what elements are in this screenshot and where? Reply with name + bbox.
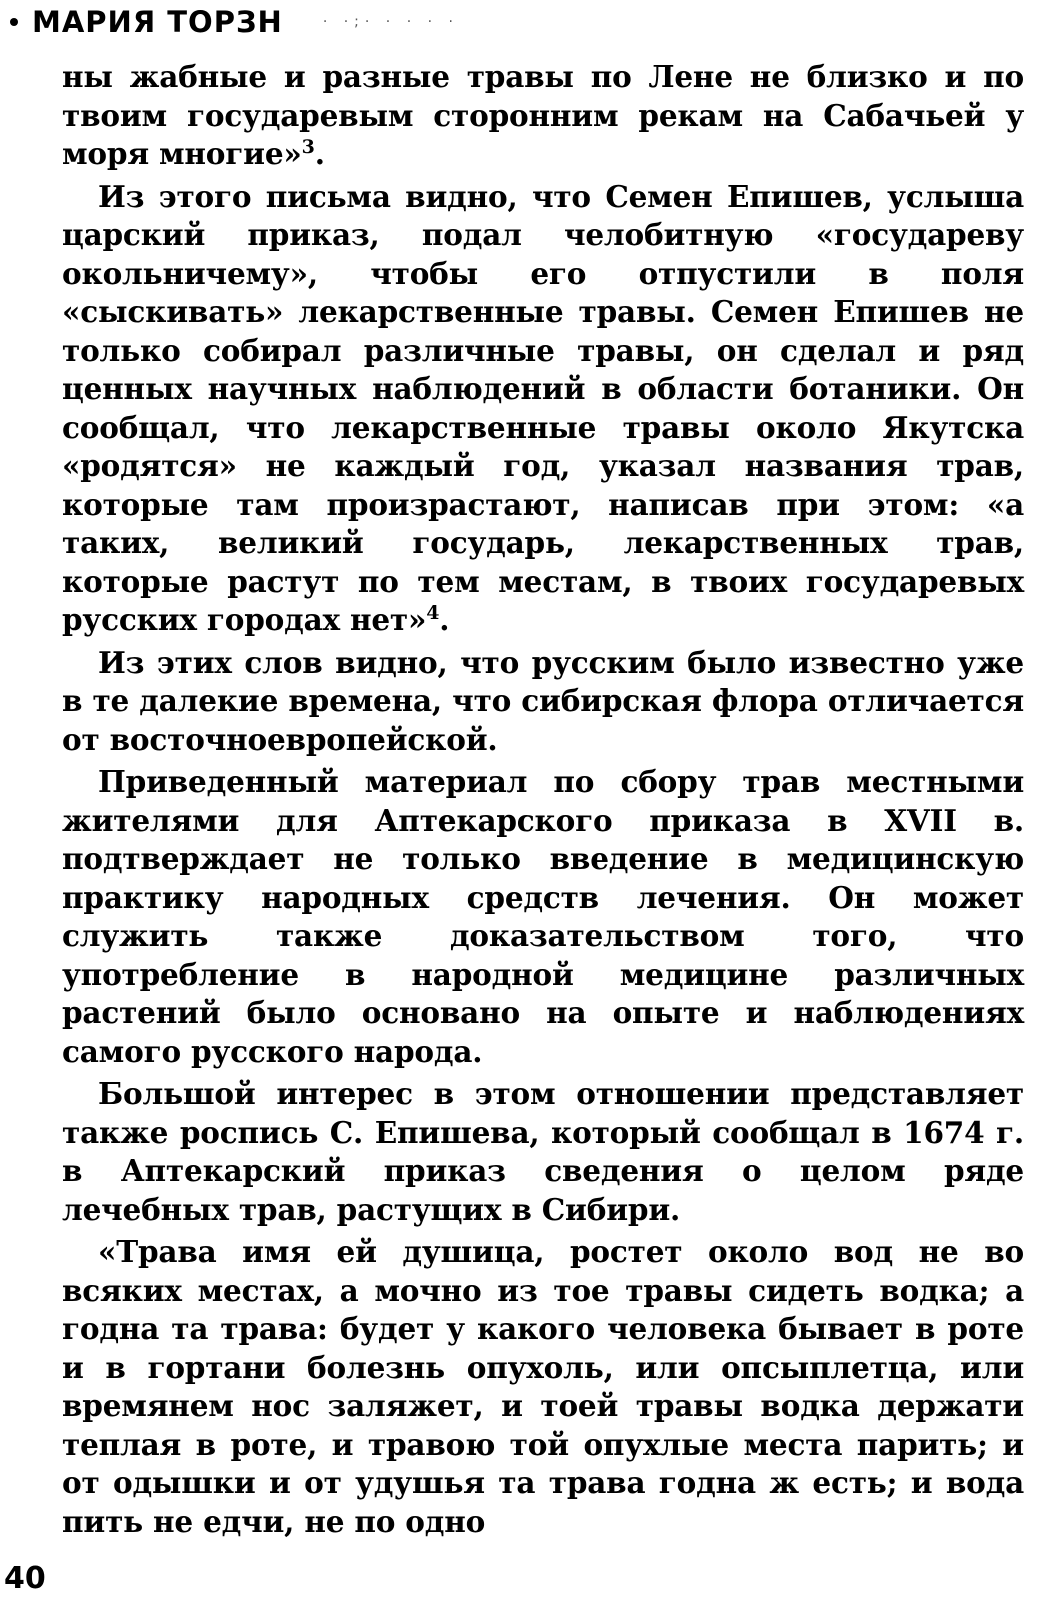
paragraph-2: Из этого письма видно, что Семен Епишев, услыша царский приказ, подал челобитную «государеву окольничему», чтобы его отпустили в поля «сыскивать» лекарственные травы. Семен Епишев не только собирал различные травы, он сделал и ряд ценных научных наблюдений в области ботаники. Он сообщал, что лекарственные травы около Якутска «родятся» не каждый год, указал названия трав, которые там произрастают, написав при этом: «а таких, великий государь, лекарственных трав, которые растут по тем местам, в твоих государевых русских городах нет»$^4$. xyxy=(62,178,1024,637)
paragraph-3: Из этих слов видно, что русским было известно уже в те далекие времена, что сибирская флора отличается от восточноевропейской. xyxy=(62,644,1024,757)
paragraph-5: Большой интерес в этом отношении представляет также роспись С. Епишева, который сообщал в 1674 г. в Аптекарский приказ сведения о целом ряде лечебных трав, растущих в Сибири. xyxy=(62,1076,1024,1227)
page-body xyxy=(62,58,1024,1541)
footnote-ref-3: 3 xyxy=(301,136,315,159)
running-header xyxy=(4,2,459,42)
footnote-ref-4: 4 xyxy=(426,602,440,625)
page-number: 40 xyxy=(4,1561,46,1596)
header-author: МАРИЯ ТОРЗН xyxy=(32,5,283,39)
paragraph-4: Приведенный материал по сбору трав местными жителями для Аптекарского приказа в XVII в. подтверждает не только введение в медицинскую практику народных средств лечения. Он может служить также доказательством того, что употребление в народной медицине различных растений было основано на опыте и наблюдениях самого русского народа. xyxy=(62,764,1024,1069)
paragraph-6: «Трава имя ей душица, ростет около вод не во всяких местах, а мочно из тое травы сидеть водка; а годна та трава: будет у какого человека бывает в роте и в гортани болезнь опухоль, или опсыплетца, или времянем нос заляжет, и тоей травы водка держати теплая в роте, и травою той опухлые места парить; и от одышки и от удушья та трава годна ж есть; и вода пить не едчи, не по одно xyxy=(62,1234,1024,1539)
bullet-icon xyxy=(10,18,18,26)
header-ornament: · ·;· · · · · xyxy=(322,14,459,30)
paragraph-1: ны жабные и разные травы по Лене не близко и по твоим государевым сторонним рекам на Сабачьей у моря многие»$^3$. xyxy=(62,59,1024,171)
